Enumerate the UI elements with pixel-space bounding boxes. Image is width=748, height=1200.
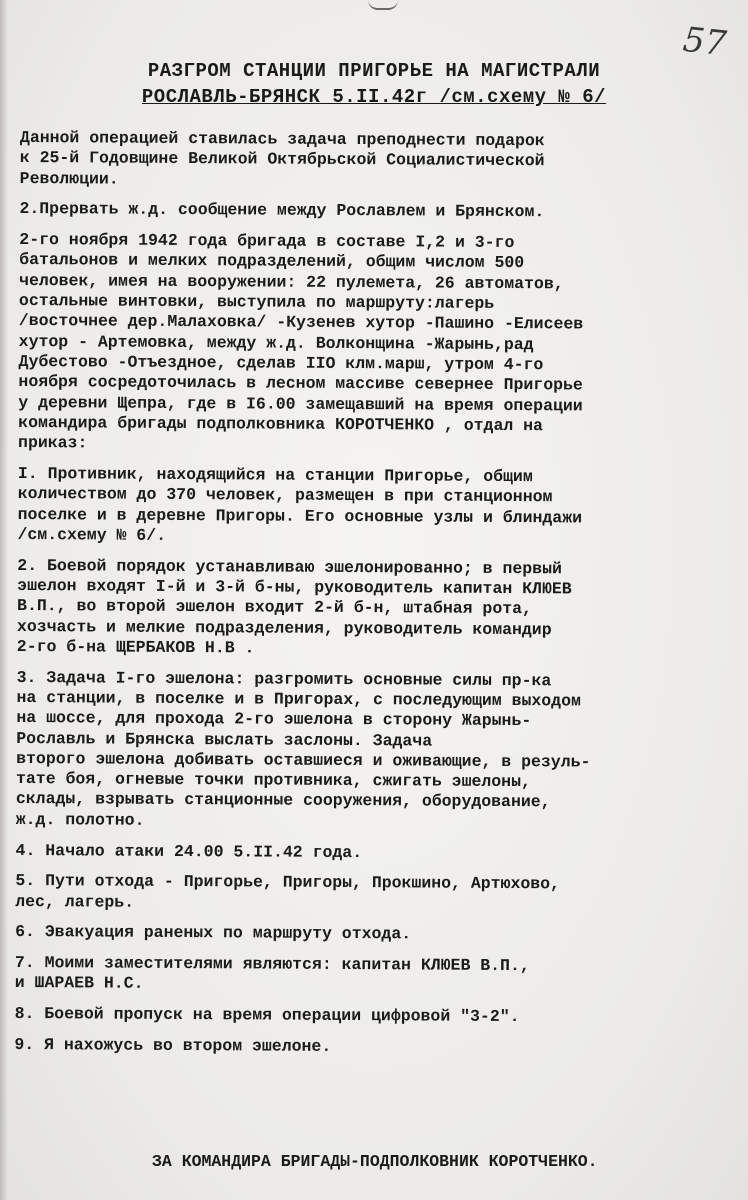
intro-line: командира бригады подполковника КОРОТЧЕНКО , отдал на <box>18 412 544 436</box>
order-item-2-line: 2. Боевой порядок устанавливаю эшелонированно; в первый <box>17 555 562 578</box>
order-item-3-line: тате боя, огневые точки противника, сжигать эшелоны, <box>15 769 531 792</box>
intro-line: к 25-й Годовщине Великой Октябрьской Социалистической <box>19 148 545 171</box>
order-item-3-line: Рославль и Брянска выслать заслоны. Задача <box>16 728 433 751</box>
intro-line: остальные винтовки, выступила по маршруту:лагерь <box>18 291 495 313</box>
intro-line: Революции. <box>19 168 119 189</box>
pen-mark <box>368 0 398 10</box>
intro-line: 2-го ноября 1942 года бригада в составе I,2 и 3-го <box>19 230 515 253</box>
document-title-line-2: РОСЛАВЛЬ-БРЯНСК 5.II.42г /см.схему № 6/ <box>141 86 607 108</box>
order-item-9-line: 9. Я нахожусь во втором эшелоне. <box>14 1035 332 1056</box>
document-body <box>14 128 732 1060</box>
order-item-3-line: склады, взрывать станционные сооружения, оборудование, <box>15 789 551 812</box>
intro-line: /восточнее дер.Малаховка/ -Кузенев хутор -Пашино -Елисеев <box>18 311 584 334</box>
order-item-1-line: /см.схему № 6/. <box>17 524 167 545</box>
order-item-3-line: ж.д. полотно. <box>15 809 145 830</box>
order-item-1-line: поселке и в деревне Пригоры. Его основные узлы и блиндажи <box>17 504 583 527</box>
order-item-1-line: количеством до 370 человек, размещен в при станционном <box>17 484 553 507</box>
order-item-2-line: 2-го б-на ЩЕРБАКОВ Н.В . <box>16 636 255 658</box>
handwritten-page-number: 57 <box>680 19 728 65</box>
order-item-3-line: на станции, в поселке и в Пригорах, с последующим выходом <box>16 687 581 711</box>
order-item-3-line: 3. Задача I-го эшелона: разгромить основные силы пр-ка <box>16 667 552 690</box>
order-item-2-line: В.П., во второй эшелон входит 2-й б-н, штабная рота, <box>17 596 533 619</box>
order-item-7-line: и ШАРАЕВ Н.С. <box>14 973 144 994</box>
order-item-5-line: 5. Пути отхода - Пригорье, Пригоры, Прокшино, Артюхово, <box>15 871 561 894</box>
intro-line: приказ: <box>18 433 88 453</box>
intro-line: хутор - Артемовка, между ж.д. Волконщина -Жарынь,рад <box>18 331 534 354</box>
order-item-4-line: 4. Начало атаки 24.00 5.II.42 года. <box>15 840 363 862</box>
order-item-5-line: лес, лагерь. <box>15 891 135 912</box>
order-item-2-line: эшелон входят I-й и 3-й б-ны, руководитель капитан КЛЮЕВ <box>17 575 572 599</box>
intro-line: ноября сосредоточилась в лесном массиве севернее Пригорье <box>18 372 583 395</box>
order-item-3-line: на шоссе, для прохода 2-го эшелона в сторону Жарынь- <box>16 708 532 731</box>
order-item-2-line: хозчасть и мелкие подразделения, руководитель командир <box>16 616 552 639</box>
signature-line: ЗА КОМАНДИРА БРИГАДЫ-ПОДПОЛКОВНИК КОРОТЧЕНКО. <box>152 1152 598 1171</box>
intro-line: 2.Прервать ж.д. сообщение между Рославлем и Брянском. <box>19 199 545 222</box>
order-item-8-line: 8. Боевой пропуск на время операции цифровой "3-2". <box>14 1004 520 1027</box>
order-item-3-line: второго эшелона добивать оставшиеся и оживающие, в резуль- <box>16 748 591 772</box>
order-item-1-line: I. Противник, находящийся на станции Пригорье, общим <box>17 463 533 487</box>
order-item-7-line: 7. Моими заместителями являются: капитан КЛЮЕВ В.П., <box>14 953 530 976</box>
intro-line: у деревни Щепра, где в I6.00 замещавший на время операции <box>18 392 583 416</box>
intro-line: Данной операцией ставилась задача преподнести подарок <box>19 128 545 151</box>
intro-line: Дубестово -Отъездное, сделав IIO клм.марш, утром 4-го <box>18 351 544 375</box>
order-item-6-line: 6. Эвакуация раненых по маршруту отхода. <box>15 922 412 944</box>
intro-line: батальонов и мелких подразделений, общим числом 500 <box>19 250 525 273</box>
scan-edge-shadow <box>0 0 8 1200</box>
intro-line: человек, имея на вооружении: 22 пулемета, 26 автоматов, <box>19 270 564 294</box>
document-title-line-1: РАЗГРОМ СТАНЦИИ ПРИГОРЬЕ НА МАГИСТРАЛИ <box>147 60 601 82</box>
